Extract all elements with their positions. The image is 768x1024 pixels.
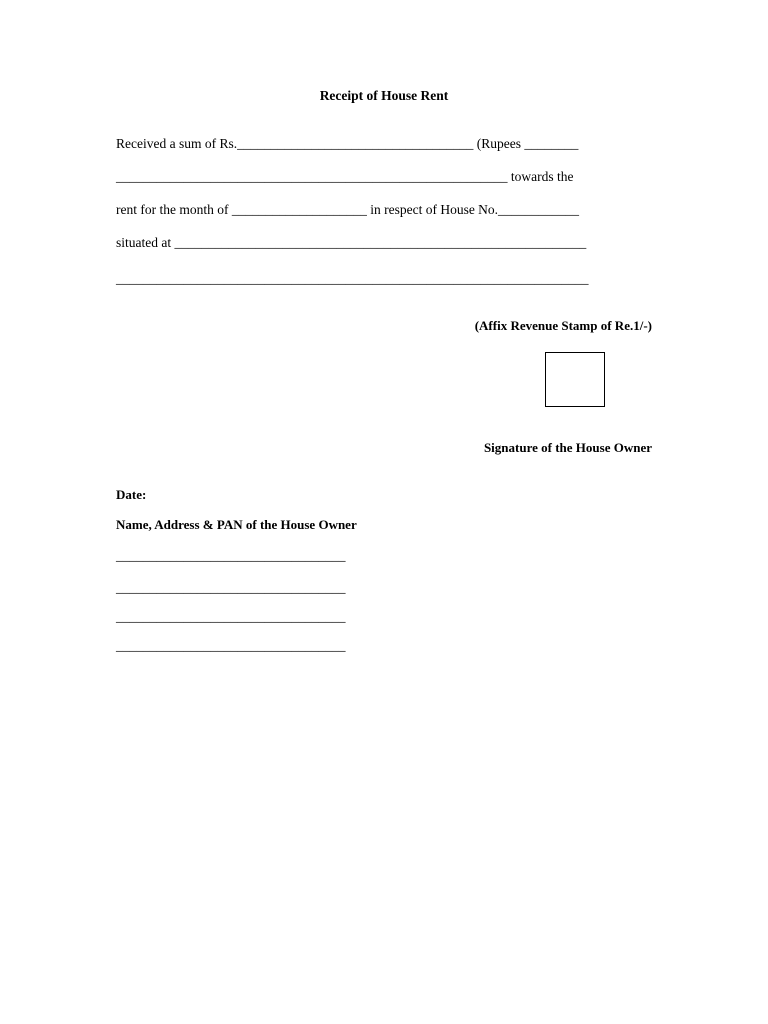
document-title: Receipt of House Rent <box>319 88 449 103</box>
owner-details-label: Name, Address & PAN of the House Owner <box>116 517 357 532</box>
owner-line-4: __________________________________ <box>116 638 346 653</box>
owner-line-1: __________________________________ <box>116 548 346 563</box>
revenue-stamp-box <box>545 352 605 407</box>
body-line-towards: __________________________________________________________ towards the <box>116 169 574 184</box>
body-line-situated: situated at _____________________________________________________________ <box>116 235 587 250</box>
body-line-amount: Received a sum of Rs.___________________________________ (Rupees ________ <box>116 136 579 151</box>
owner-line-3: __________________________________ <box>116 609 346 624</box>
date-label: Date: <box>116 487 147 502</box>
stamp-note: (Affix Revenue Stamp of Re.1/-) <box>474 318 652 333</box>
body-line-month: rent for the month of ____________________ in respect of House No.____________ <box>116 202 580 217</box>
signature-label: Signature of the House Owner <box>483 440 652 455</box>
owner-line-2: __________________________________ <box>116 580 346 595</box>
body-line-blank: ______________________________________________________________________ <box>116 271 589 286</box>
